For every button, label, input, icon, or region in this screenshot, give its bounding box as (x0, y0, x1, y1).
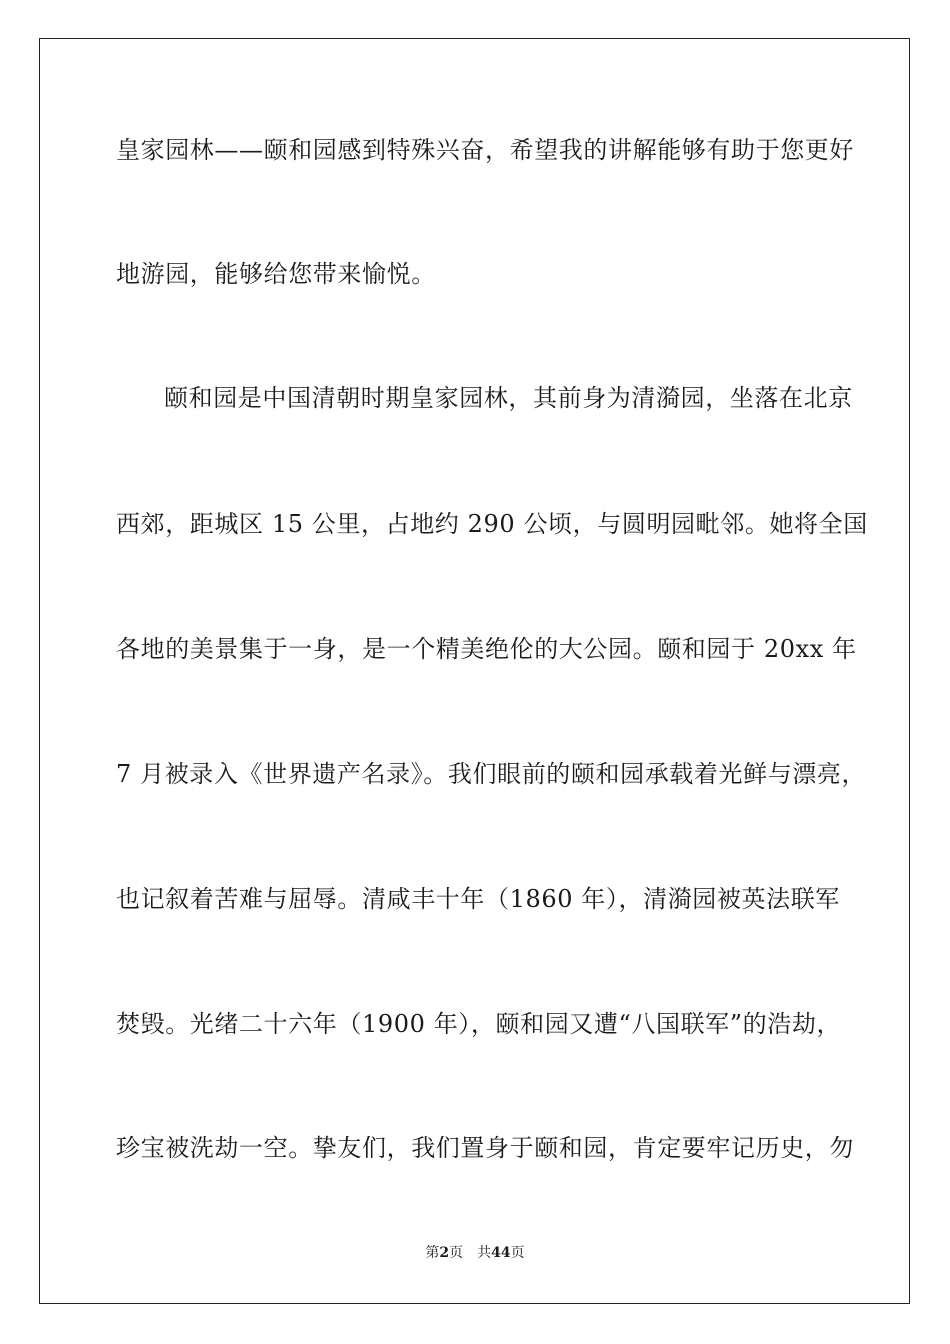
paragraph-line: 7 月被录入《世界遗产名录》。我们眼前的颐和园承载着光鲜与漂亮， (116, 760, 867, 788)
paragraph-line: 地游园，能够给您带来愉悦。 (116, 260, 436, 288)
page-border (39, 38, 910, 1304)
footer-suffix: 页 (510, 1245, 525, 1261)
paragraph-line: 珍宝被洗劫一空。挚友们，我们置身于颐和园，肯定要牢记历史，勿 (116, 1134, 854, 1162)
footer-middle: 页 共 (449, 1245, 492, 1261)
paragraph-line: 也记叙着苦难与屈辱。清咸丰十年（1860 年），清漪园被英法联军 (116, 885, 840, 913)
footer-prefix: 第 (425, 1245, 440, 1261)
paragraph-line: 皇家园林——颐和园感到特殊兴奋，希望我的讲解能够有助于您更好 (116, 136, 854, 164)
page-footer (0, 1244, 950, 1262)
paragraph-line: 各地的美景集于一身，是一个精美绝伦的大公园。颐和园于 20xx 年 (116, 635, 857, 663)
current-page-number: 2 (439, 1245, 450, 1261)
paragraph-line: 焚毁。光绪二十六年（1900 年），颐和园又遭“八国联军”的浩劫， (116, 1010, 842, 1038)
paragraph-first-line: 颐和园是中国清朝时期皇家园林，其前身为清漪园，坐落在北京 (164, 384, 853, 412)
paragraph-line: 西郊，距城区 15 公里，占地约 290 公顷，与圆明园毗邻。她将全国 (116, 510, 868, 538)
total-pages-number: 44 (491, 1245, 511, 1261)
